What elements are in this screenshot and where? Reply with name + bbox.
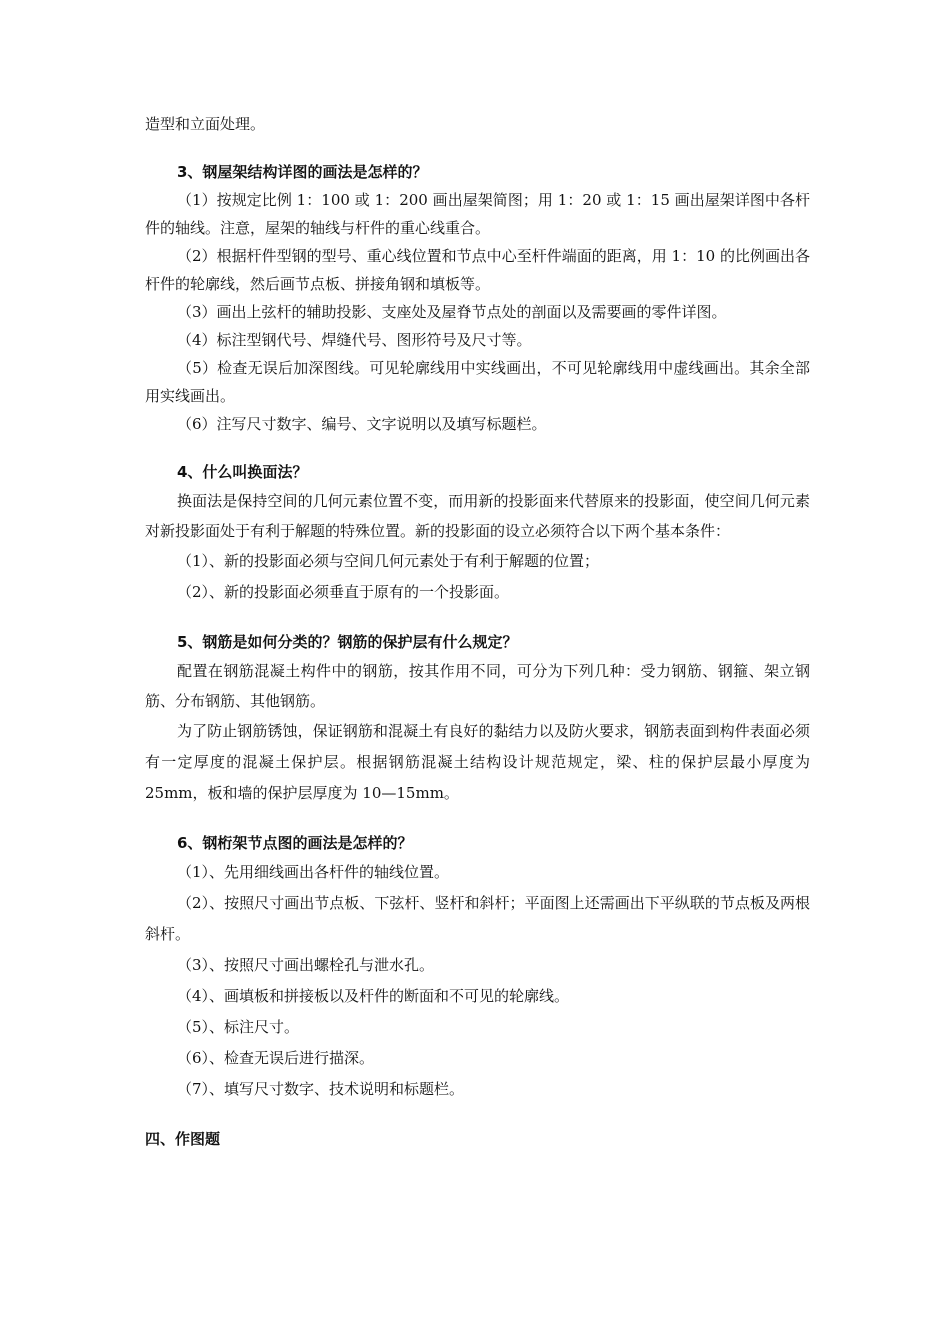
section-4-heading: 4、什么叫换面法？ [177, 463, 308, 481]
section-6-item-1: （1）、先用细线画出各杆件的轴线位置。 [177, 863, 450, 881]
section-5-heading: 5、钢筋是如何分类的？钢筋的保护层有什么规定？ [177, 633, 518, 651]
section-6-heading: 6、钢桁架节点图的画法是怎样的？ [177, 834, 413, 852]
document-body [145, 110, 810, 1153]
section-6-item-7: （7）、填写尺寸数字、技术说明和标题栏。 [177, 1080, 465, 1098]
section-3-item-1: （1）按规定比例 1：100 或 1：200 画出屋架简图；用 1：20 或 1：15 画出屋架详图中各杆件的轴线。注意，屋架的轴线与杆件的重心线重合。 [145, 191, 810, 237]
section-3-item-3: （3）画出上弦杆的辅助投影、支座处及屋脊节点处的剖面以及需要画的零件详图。 [177, 303, 727, 321]
section-3-item-6: （6）注写尺寸数字、编号、文字说明以及填写标题栏。 [177, 415, 547, 433]
section-6-item-2: （2）、按照尺寸画出节点板、下弦杆、竖杆和斜杆；平面图上还需画出下平纵联的节点板及两根斜杆。 [145, 894, 810, 943]
section-6-item-6: （6）、检查无误后进行描深。 [177, 1049, 375, 1067]
section-3-item-4: （4）标注型钢代号、焊缝代号、图形符号及尺寸等。 [177, 331, 532, 349]
section-3-heading: 3、钢屋架结构详图的画法是怎样的？ [177, 163, 428, 181]
section-5-paragraph-1: 配置在钢筋混凝土构件中的钢筋，按其作用不同，可分为下列几种：受力钢筋、钢箍、架立钢筋、分布钢筋、其他钢筋。 [145, 662, 810, 710]
section-four-title: 四、作图题 [145, 1130, 221, 1148]
section-3-item-2: （2）根据杆件型钢的型号、重心线位置和节点中心至杆件端面的距离，用 1：10 的比例画出各杆件的轮廓线，然后画节点板、拼接角钢和填板等。 [145, 247, 810, 293]
section-4-paragraph: 换面法是保持空间的几何元素位置不变，而用新的投影面来代替原来的投影面，使空间几何元素对新投影面处于有利于解题的特殊位置。新的投影面的设立必须符合以下两个基本条件： [145, 492, 810, 540]
section-6-item-5: （5）、标注尺寸。 [177, 1018, 300, 1036]
section-4-item-2: （2）、新的投影面必须垂直于原有的一个投影面。 [177, 583, 510, 601]
section-4-item-1: （1）、新的投影面必须与空间几何元素处于有利于解题的位置； [177, 552, 600, 570]
section-6-item-4: （4）、画填板和拼接板以及杆件的断面和不可见的轮廓线。 [177, 987, 570, 1005]
intro-tail: 造型和立面处理。 [145, 115, 266, 133]
section-3-item-5: （5）检查无误后加深图线。可见轮廓线用中实线画出，不可见轮廓线用中虚线画出。其余全部用实线画出。 [145, 359, 810, 405]
section-5-paragraph-2: 为了防止钢筋锈蚀，保证钢筋和混凝土有良好的黏结力以及防火要求，钢筋表面到构件表面必须有一定厚度的混凝土保护层。根据钢筋混凝土结构设计规范规定，梁、柱的保护层最小厚度为 25mm，板和墙的保护层厚度为 10—15mm。 [145, 722, 810, 802]
section-6-item-3: （3）、按照尺寸画出螺栓孔与泄水孔。 [177, 956, 435, 974]
